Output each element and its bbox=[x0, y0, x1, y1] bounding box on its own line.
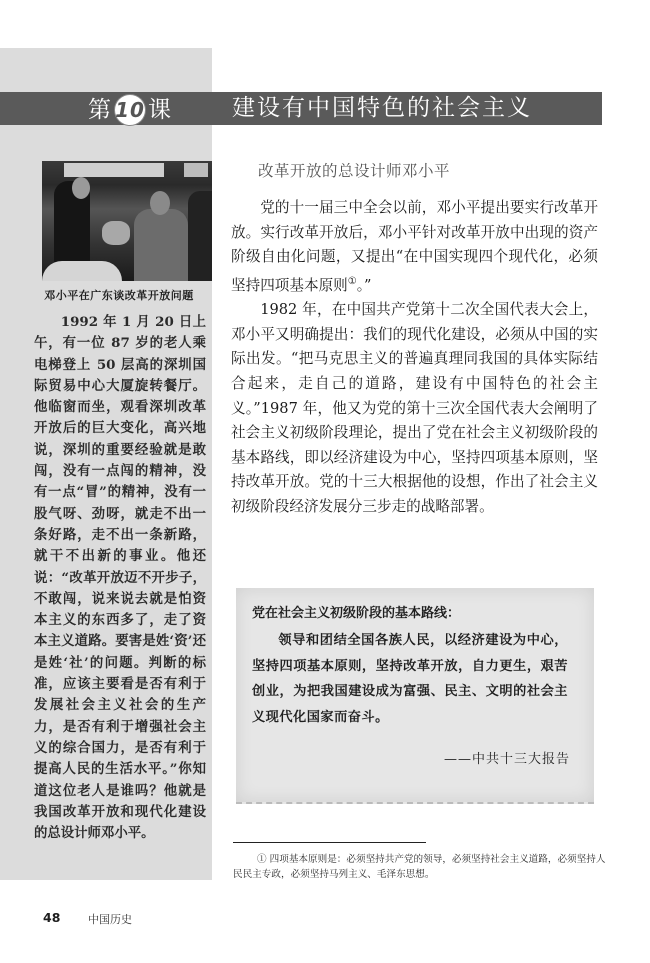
paragraph-text-tail: 。” bbox=[356, 276, 372, 294]
book-title: 中国历史 bbox=[88, 913, 132, 926]
photo-window bbox=[184, 163, 208, 177]
sidebar-story bbox=[34, 312, 206, 844]
main-paragraph-1 bbox=[231, 196, 598, 298]
photo-deng-xiaoping-guangdong bbox=[42, 161, 212, 281]
section-heading: 改革开放的总设计师邓小平 bbox=[258, 162, 451, 180]
quote-box-basic-line bbox=[236, 588, 594, 804]
lesson-suffix: 课 bbox=[148, 96, 172, 123]
lesson-prefix: 第 bbox=[88, 96, 112, 123]
page-number: 48 bbox=[43, 910, 61, 925]
lesson-label bbox=[88, 95, 172, 125]
quote-source: ——中共十三大报告 bbox=[443, 752, 570, 767]
quote-body-paragraph: 领导和团结全国各族人民，以经济建设为中心，坚持四项基本原则，坚持改革开放，自力更生，艰苦创业，为把我国建设成为富强、民主、文明的社会主义现代化国家而奋斗。 bbox=[252, 633, 568, 725]
photo-window bbox=[64, 163, 164, 177]
footnote-divider bbox=[233, 842, 426, 843]
photo-flowers bbox=[102, 221, 130, 245]
footnote-paragraph bbox=[233, 852, 613, 882]
photo-caption: 邓小平在广东谈改革开放问题 bbox=[44, 289, 194, 302]
photo-person-head bbox=[150, 191, 170, 215]
footnote-marker-link[interactable]: ① bbox=[347, 275, 357, 287]
footnote-text: 四项基本原则是：必须坚持共产党的领导，必须坚持社会主义道路，必须坚持人民民主专政，必须坚持马列主义、毛泽东思想。 bbox=[233, 854, 606, 880]
lesson-number-badge: 10 bbox=[115, 95, 145, 125]
photo-seat bbox=[42, 261, 122, 281]
footnote bbox=[233, 852, 613, 882]
main-paragraph-2: 1982 年，在中国共产党第十二次全国代表大会上，邓小平又明确提出：我们的现代化建设，必须从中国的实际出发。“把马克思主义的普遍真理同我国的具体实际结合起来，走自己的道路，建设有中国特色的社会主义。”1987 年，他又为党的第十三次全国代表大会阐明了社会主义初级阶段理论，提出了党在社会主义初级阶段的基本路线，即以经济建设为中心，坚持四项基本原则，坚持改革开放。党的十三大根据他的设想，作出了社会主义初级阶段经济发展分三步走的战略部署。 bbox=[231, 301, 598, 515]
quote-body bbox=[252, 628, 568, 730]
footnote-marker: ① bbox=[257, 854, 267, 865]
main-body-text bbox=[231, 196, 598, 520]
quote-intro: 党在社会主义初级阶段的基本路线： bbox=[252, 606, 461, 621]
lesson-title-bar bbox=[0, 92, 602, 125]
photo-person-head bbox=[72, 177, 90, 199]
photo-person bbox=[134, 209, 188, 281]
sidebar-story-paragraph: 1992 年 1 月 20 日上午，有一位 87 岁的老人乘电梯登上 50 层高的深圳国际贸易中心大厦旋转餐厅。他临窗而坐，观看深圳改革开放后的巨大变化，高兴地说，深圳的重要经验就是敢闯，没有一点闯的精神，没有一点“冒”的精神，没有一股气呀、劲呀，就走不出一条好路，走不出一条新路，就干不出新的事业。他还说：“改革开放迈不开步子，不敢闯，说来说去就是怕资本主义的东西多了，走了资本主义道路。要害是姓‘资’还是姓‘社’的问题。判断的标准，应该主要看是否有利于发展社会主义社会的生产力，是否有利于增强社会主义的综合国力，是否有利于提高人民的生活水平。”你知道这位老人是谁吗？他就是我国改革开放和现代化建设的总设计师邓小平。 bbox=[34, 314, 206, 842]
lesson-title: 建设有中国特色的社会主义 bbox=[232, 95, 532, 121]
photo-person bbox=[188, 191, 212, 281]
paragraph-text: 党的十一届三中全会以前，邓小平提出要实行改革开放。实行改革开放后，邓小平针对改革开放中出现的资产阶级自由化问题，又提出“在中国实现四个现代化，必须坚持四项基本原则 bbox=[231, 199, 598, 294]
